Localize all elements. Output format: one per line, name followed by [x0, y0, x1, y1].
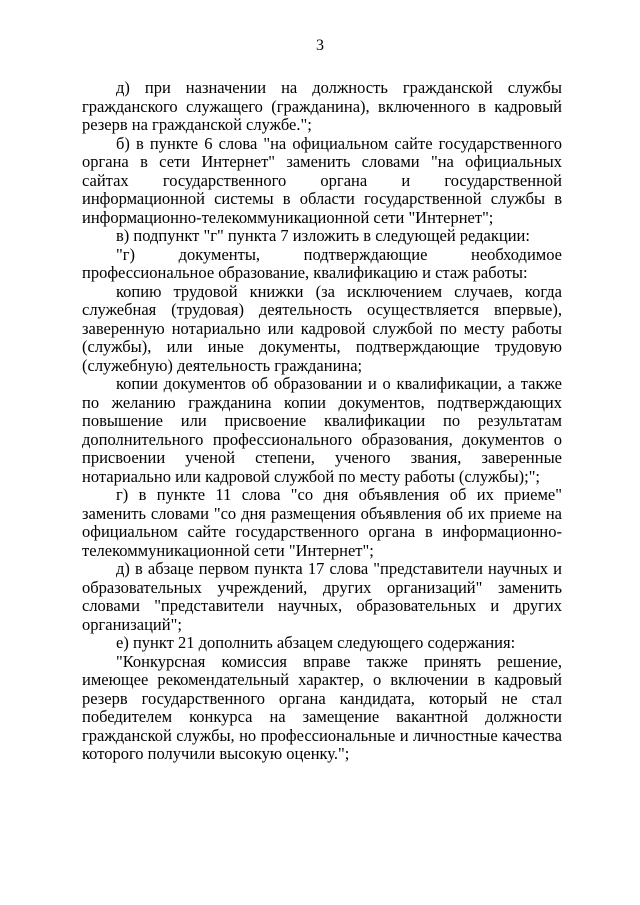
paragraph-education-documents: копии документов об образовании и о квалификации, а также по желанию гражданина копии документов, подтверждающих повышение или присвоение квалификации по результатам дополнительного профессионального образования, документов о присвоении ученой степени, ученого звания, заверенные нотариально или кадровой службой по месту работы (службы);";	[82, 374, 562, 486]
paragraph-item-v-point-7: в) подпункт "г" пункта 7 изложить в следующей редакции:	[116, 226, 530, 245]
document-body	[82, 79, 562, 764]
paragraph-item-e-point-21: е) пункт 21 дополнить абзацем следующего содержания:	[116, 633, 516, 652]
paragraph-item-d-point-17: д) в абзаце первом пункта 17 слова "представители научных и образовательных учреждений, других организаций" заменить словами "представители научных, образовательных и других организаций";	[82, 559, 562, 634]
paragraph-item-g-point-11: г) в пункте 11 слова "со дня объявления об их приеме" заменить словами "со дня размещения объявления об их приеме на официальном сайте государственного органа в информационно-телекоммуникационной сети "Интернет";	[82, 485, 562, 560]
page-number: 3	[316, 37, 324, 54]
paragraph-item-b-point-6: б) в пункте 6 слова "на официальном сайте государственного органа в сети Интернет" заменить словами "на официальных сайтах государственного органа и государственной информационной системы в области государственной службы в информационно-телекоммуникационной сети "Интернет";	[82, 133, 562, 227]
paragraph-subitem-g-documents: "г) документы, подтверждающие необходимое профессиональное образование, квалификацию и стаж работы:	[82, 244, 562, 282]
paragraph-commission-decision: "Конкурсная комиссия вправе также принять решение, имеющее рекомендательный характер, о включении в кадровый резерв государственного органа кандидата, который не стал победителем конкурса на замещение вакантной должности гражданской службы, но профессиональные и личностные качества которого получили высокую оценку.";	[82, 651, 562, 763]
paragraph-item-d-reserve: д) при назначении на должность гражданской службы гражданского служащего (гражданина), включенного в кадровый резерв на гражданской службе.";	[82, 78, 562, 134]
paragraph-work-book-copy: копию трудовой книжки (за исключением случаев, когда служебная (трудовая) деятельность осуществляется впервые), заверенную нотариально или кадровой службой по месту работы (службы), или иные документы, подтверждающие трудовую (служебную) деятельность гражданина;	[82, 281, 562, 375]
